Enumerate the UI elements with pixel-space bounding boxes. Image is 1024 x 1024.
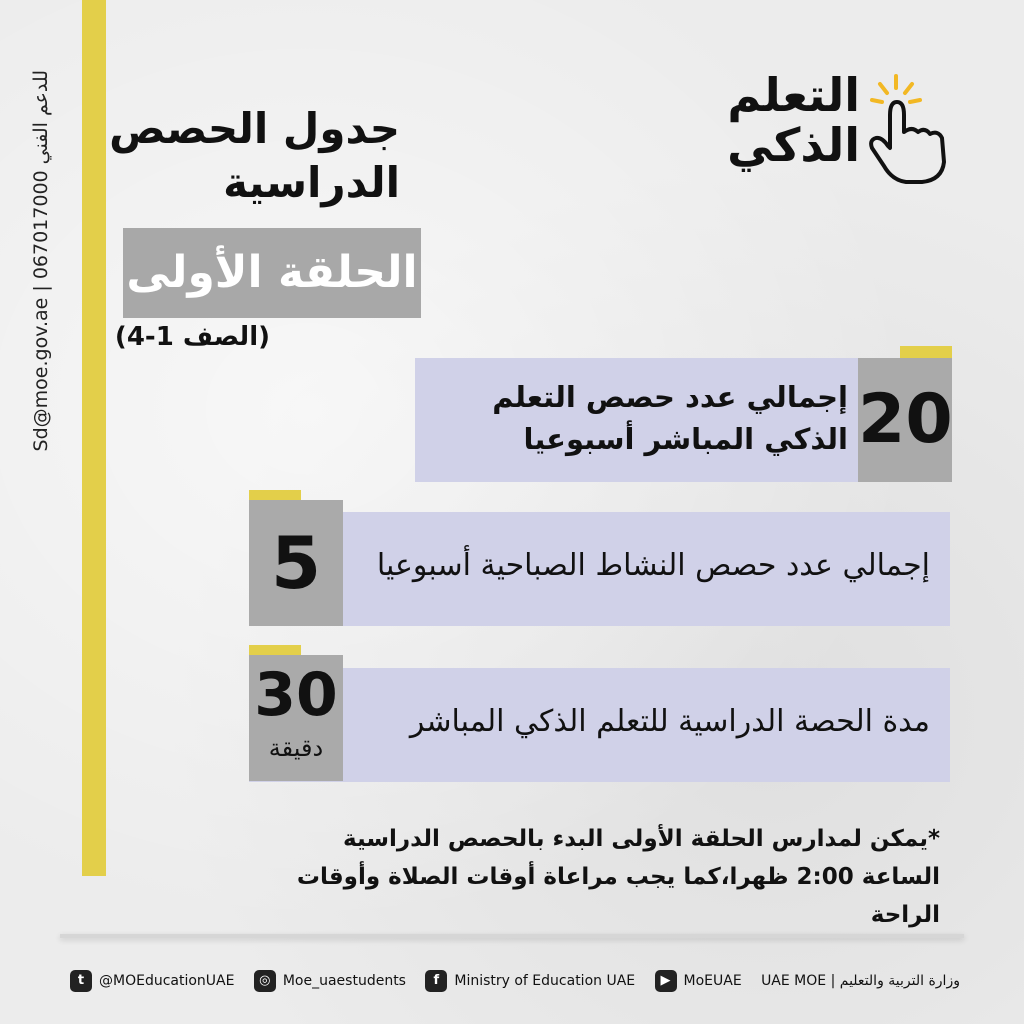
- title-line-2: الدراسية: [223, 158, 400, 207]
- cycle-label: الحلقة الأولى: [126, 247, 418, 298]
- card-2-accent: [249, 490, 301, 500]
- logo-line-2: الذكي: [727, 118, 860, 172]
- twitter-handle: @MOEducationUAE: [99, 973, 235, 989]
- grades-label: (الصف 1-4): [114, 322, 270, 352]
- page-title: [100, 102, 400, 210]
- card-3-accent: [249, 645, 301, 655]
- card-1-text-line-2: الذكي المباشر أسبوعيا: [523, 422, 848, 456]
- youtube-icon: ▶: [655, 970, 677, 992]
- twitter-link[interactable]: [70, 970, 234, 992]
- facebook-handle: Ministry of Education UAE: [454, 973, 636, 989]
- youtube-handle: MoEUAE: [683, 973, 742, 989]
- youtube-link[interactable]: [655, 970, 742, 992]
- facebook-icon: f: [425, 970, 447, 992]
- pointing-hand-icon: [862, 70, 962, 188]
- instagram-handle: Moe_uaestudents: [282, 973, 406, 989]
- card-2-text: إجمالي عدد حصص النشاط الصباحية أسبوعيا: [376, 548, 930, 583]
- card-1-accent: [900, 346, 952, 358]
- card-3-number: 30: [254, 660, 338, 730]
- card-3-text: مدة الحصة الدراسية للتعلم الذكي المباشر: [409, 704, 930, 739]
- footer-divider: [60, 934, 964, 938]
- card-2-number: 5: [249, 500, 343, 626]
- support-contact: للدعم الفني 067017000 | Sd@moe.gov.ae: [30, 70, 52, 452]
- title-line-1: جدول الحصص: [109, 104, 400, 153]
- card-1-text: [430, 376, 848, 460]
- facebook-link[interactable]: [425, 970, 635, 992]
- instagram-link[interactable]: [254, 970, 406, 992]
- card-3-unit: دقيقة: [268, 734, 324, 762]
- footnote: [240, 820, 940, 934]
- twitter-icon: t: [70, 970, 92, 992]
- footnote-line-1: *يمكن لمدارس الحلقة الأولى البدء بالحصص الدراسية: [343, 826, 940, 852]
- logo-line-1: التعلم: [727, 68, 860, 122]
- instagram-icon: ◎: [254, 970, 276, 992]
- footer: [70, 964, 960, 998]
- smart-learning-logo-text: [700, 70, 860, 170]
- card-1-number: 20: [858, 358, 952, 482]
- footnote-line-2: الساعة 2:00 ظهرا،كما يجب مراعاة أوقات الصلاة وأوقات الراحة: [296, 864, 940, 928]
- card-1-text-line-1: إجمالي عدد حصص التعلم: [492, 380, 848, 414]
- ministry-name: وزارة التربية والتعليم | UAE MOE: [761, 973, 960, 989]
